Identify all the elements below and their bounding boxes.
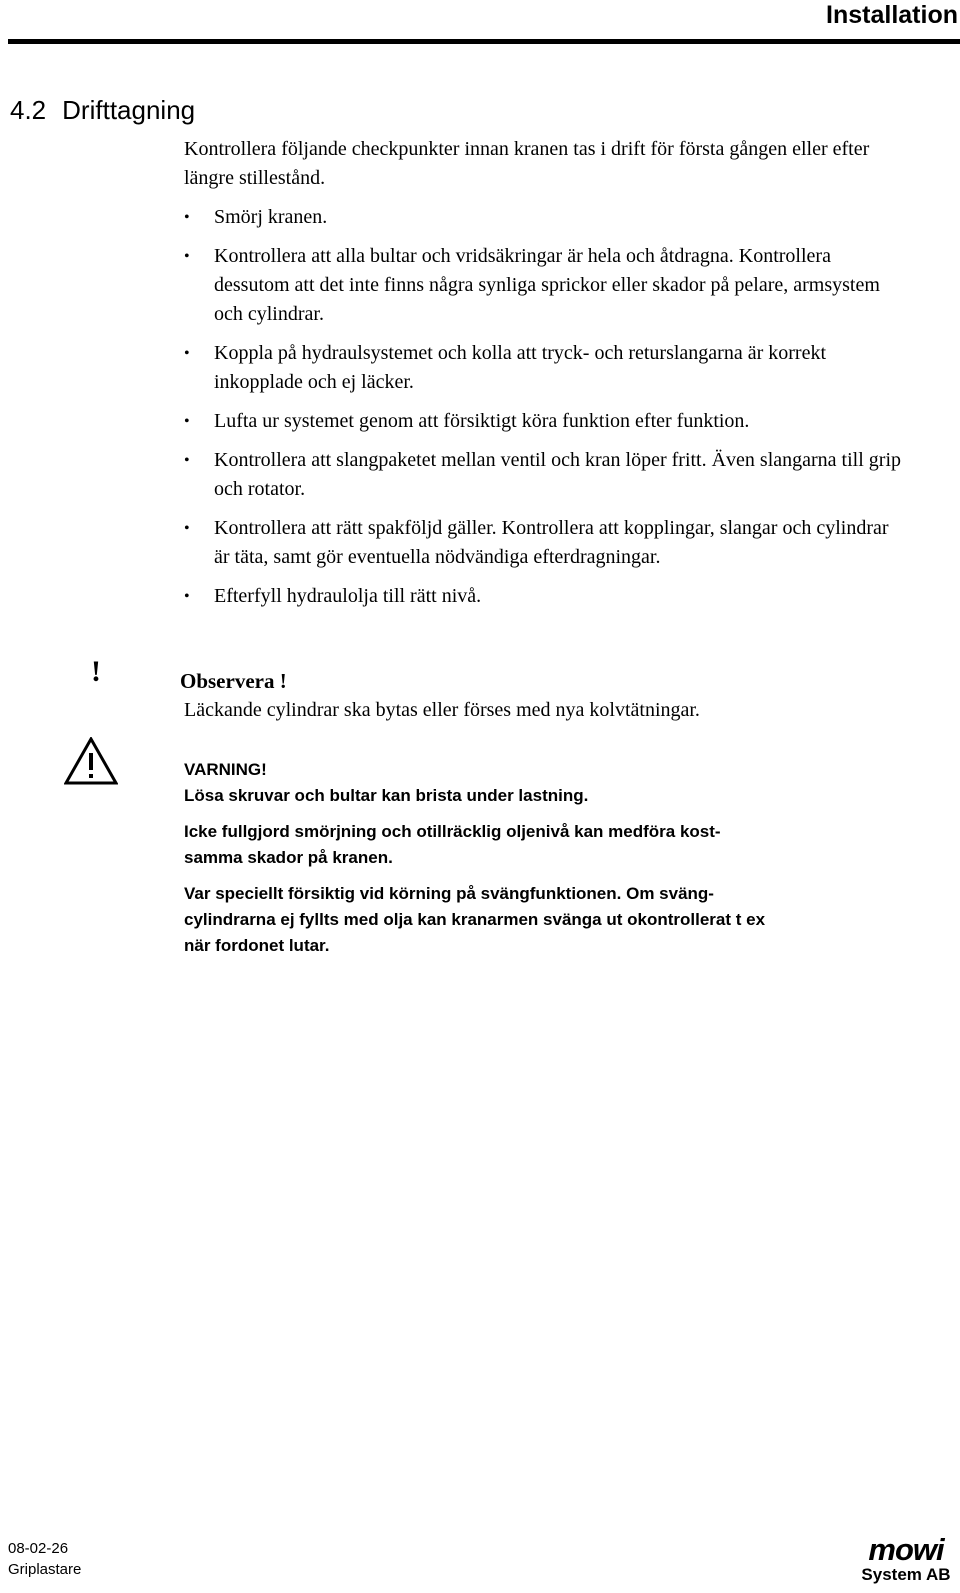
footer-info xyxy=(8,1538,81,1580)
company-logo xyxy=(854,1532,958,1584)
list-item xyxy=(184,446,904,504)
footer-date: 08-02-26 xyxy=(8,1540,69,1557)
intro-paragraph: Kontrollera följande checkpunkter innan kranen tas i drift för första gången eller efter längre stillestånd. xyxy=(184,138,870,189)
header-rule xyxy=(8,39,960,44)
list-item xyxy=(184,407,904,436)
list-item-text: Koppla på hydraulsystemet och kolla att tryck- och returslangarna är korrekt inkopplade och ej läcker. xyxy=(214,342,827,393)
bullet-icon: • xyxy=(184,248,190,265)
list-item xyxy=(184,203,904,232)
bullet-icon: • xyxy=(184,209,190,226)
section-title: Drifttagning xyxy=(62,95,196,125)
warning-line: Lösa skruvar och bultar kan brista under lastning. xyxy=(184,786,589,805)
warning-paragraph xyxy=(184,819,904,871)
warning-title: VARNING! xyxy=(184,760,267,779)
list-item-text: Efterfyll hydraulolja till rätt nivå. xyxy=(214,585,482,607)
list-item-text: Kontrollera att rätt spakföljd gäller. Kontrollera att kopplingar, slangar och cylindrar är täta, samt gör eventuella nödvändiga efterdragningar. xyxy=(214,517,889,568)
footer-product: Griplastare xyxy=(8,1561,82,1578)
list-item xyxy=(184,339,904,397)
list-item xyxy=(184,514,904,572)
section-heading xyxy=(10,94,195,126)
page-header-title: Installation xyxy=(826,1,958,29)
note-title: Observera ! xyxy=(180,669,287,693)
list-item-text: Lufta ur systemet genom att försiktigt köra funktion efter funktion. xyxy=(214,410,750,432)
list-item-text: Kontrollera att slangpaketet mellan ventil och kran löper fritt. Även slangarna till grip och rotator. xyxy=(214,449,902,500)
section-number: 4.2 xyxy=(10,95,47,125)
list-item-text: Smörj kranen. xyxy=(214,206,328,228)
bullet-icon: • xyxy=(184,588,190,605)
warning-triangle-icon xyxy=(64,737,118,785)
warning-line: Icke fullgjord smörjning och otillräcklig oljenivå kan medföra kost- xyxy=(184,822,721,841)
warning-paragraph xyxy=(184,881,904,959)
bullet-icon: • xyxy=(184,520,190,537)
warning-line: samma skador på kranen. xyxy=(184,848,393,867)
bullet-icon: • xyxy=(184,413,190,430)
list-item xyxy=(184,242,904,329)
warning-line: Var speciellt försiktig vid körning på svängfunktionen. Om sväng- xyxy=(184,884,714,903)
warning-block xyxy=(184,757,904,969)
note-text: Läckande cylindrar ska bytas eller förses med nya kolvtätningar. xyxy=(184,699,700,721)
note-exclamation-icon: ! xyxy=(91,655,101,688)
bullet-icon: • xyxy=(184,452,190,469)
list-item xyxy=(184,582,904,611)
warning-line: cylindrarna ej fyllts med olja kan kranarmen svänga ut okontrollerat t ex xyxy=(184,910,766,929)
logo-company: System AB xyxy=(861,1565,951,1584)
spacer xyxy=(184,809,904,819)
checklist xyxy=(184,203,904,621)
bullet-icon: • xyxy=(184,345,190,362)
logo-brand: mowi xyxy=(868,1532,944,1567)
warning-line: när fordonet lutar. xyxy=(184,936,330,955)
list-item-text: Kontrollera att alla bultar och vridsäkringar är hela och åtdragna. Kontrollera dessutom att det inte finns några synliga sprickor eller skador på pelare, armsystem och cylindrar. xyxy=(214,245,880,325)
